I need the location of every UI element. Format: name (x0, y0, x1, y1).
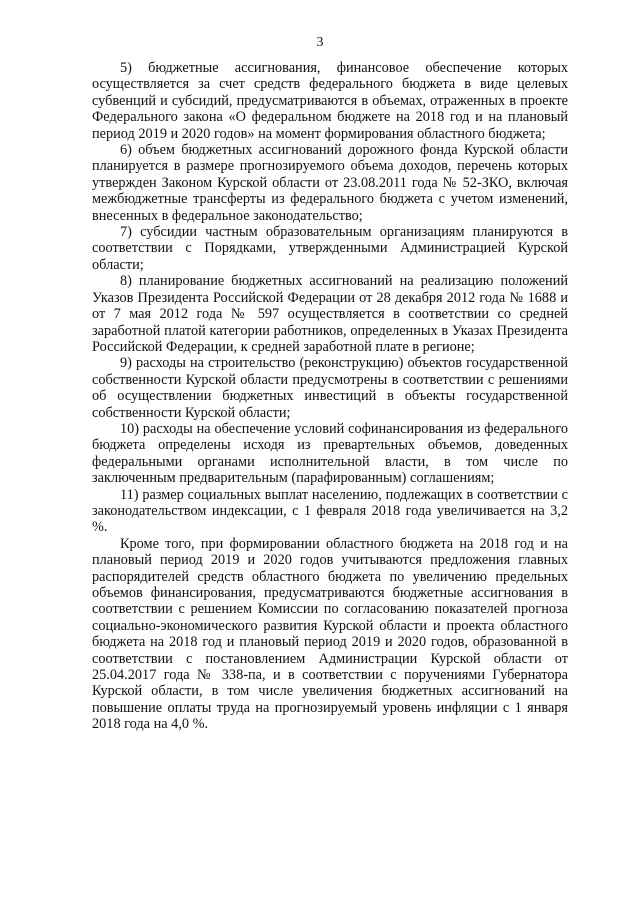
paragraph-item-8: 8) планирование бюджетных ассигнований на реализацию положений Указов Президента Российской Федерации от 28 декабря 2012 года № 1688 и от 7 мая 2012 года № 597 осуществляется в соответствии со средней заработной платой категории работников, определенных в Указах Президента Российской Федерации, к средней заработной плате в регионе; (92, 273, 568, 355)
paragraph-item-10: 10) расходы на обеспечение условий софинансирования из федерального бюджета определены исходя из превартельных объемов, доведенных федеральными органами исполнительной власти, в том числе по заключенным предварительным (парафированным) соглашениям; (92, 420, 568, 487)
paragraph-item-7: 7) субсидии частным образовательным организациям планируются в соответствии с Порядками, утвержденными Администрацией Курской области; (92, 224, 568, 273)
paragraph-item-5: 5) бюджетные ассигнования, финансовое обеспечение которых осуществляется за счет средств федерального бюджета в виде целевых субвенций и субсидий, предусматриваются в объемах, отраженных в проекте Федерального закона «О федеральном бюджете на 2018 год и на плановый период 2019 и 2020 годов» на момент формирования областного бюджета; (92, 60, 568, 142)
document-body (92, 60, 568, 733)
paragraph-additional-provisions: Кроме того, при формировании областного бюджета на 2018 год и на плановый период 2019 и 2020 годов учитываются предложения главных распорядителей средств областного бюджета по увеличению предельных объемов финансирования, предусматриваются бюджетные ассигнования в соответствии с решением Комиссии по согласованию показателей прогноза социально-экономического развития Курской области и проекта областного бюджета на 2018 год и плановый период 2019 и 2020 годов, образованной в соответствии с постановлением Администрации Курской области от 25.04.2017 года № 338-па, и в соответствии с поручениями Губернатора Курской области, в том числе увеличения бюджетных ассигнований на повышение оплаты труда на прогнозируемый уровень инфляции с 1 января 2018 года на 4,0 %. (92, 535, 568, 733)
page-number: 3 (316, 35, 324, 50)
paragraph-item-9: 9) расходы на строительство (реконструкцию) объектов государственной собственности Курской области предусмотрены в соответствии с решениями об осуществлении бюджетных инвестиций в объекты государственной собственности Курской области; (92, 355, 568, 421)
paragraph-item-11: 11) размер социальных выплат населению, подлежащих в соответствии с законодательством индексации, с 1 февраля 2018 года увеличивается на 3,2 %. (92, 486, 568, 536)
paragraph-item-6: 6) объем бюджетных ассигнований дорожного фонда Курской области планируется в размере прогнозируемого объема доходов, перечень которых утвержден Законом Курской области от 23.08.2011 года № 52-ЗКО, включая межбюджетные трансферты из федерального бюджета с учетом изменений, внесенных в федеральное законодательство; (92, 142, 568, 224)
